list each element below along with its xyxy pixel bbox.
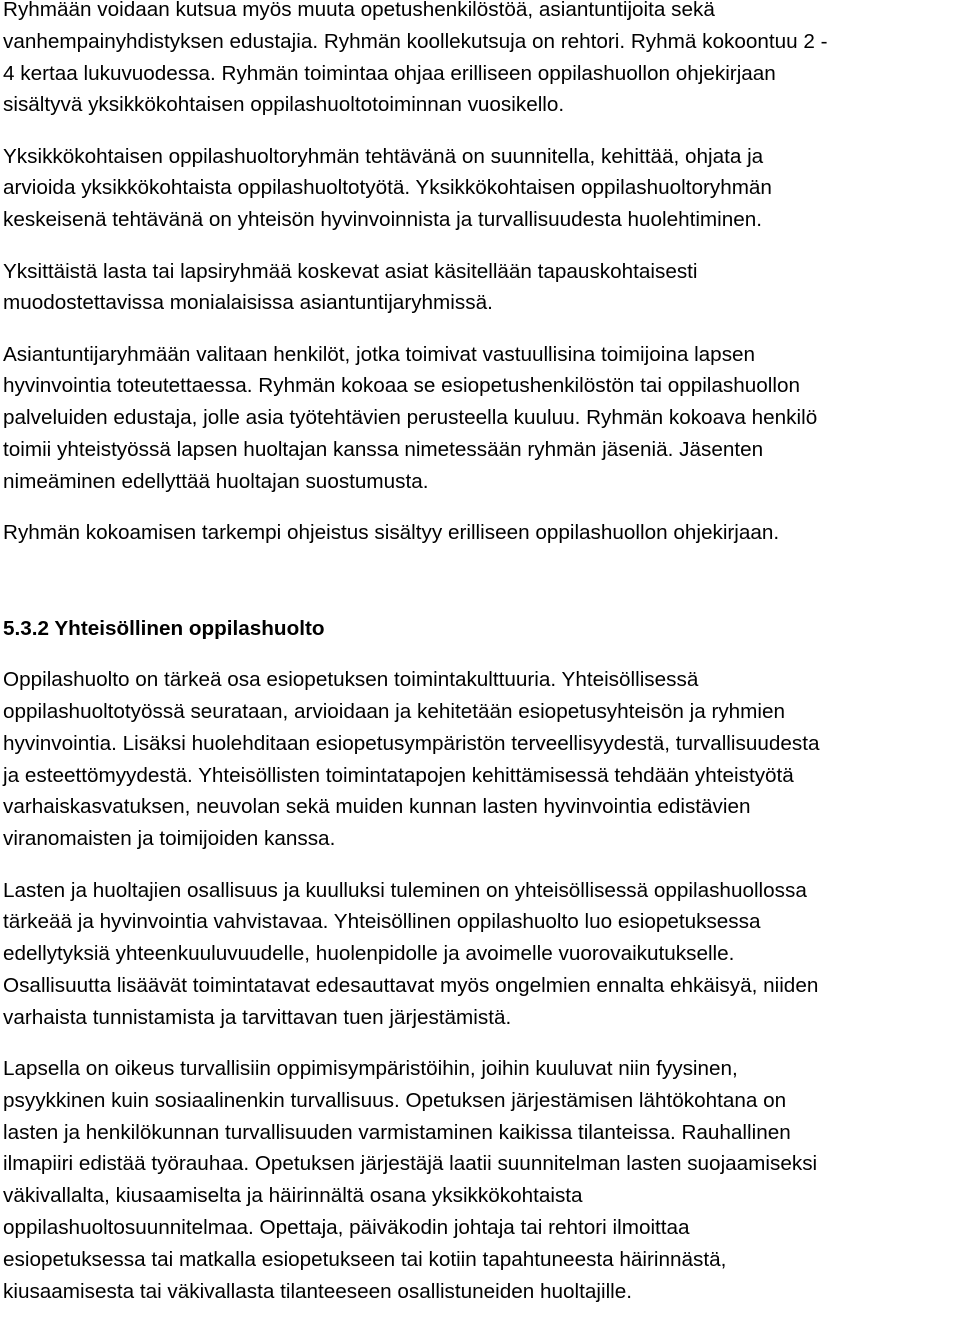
paragraph bbox=[3, 664, 953, 855]
text-line: oppilashuoltotyössä seurataan, arvioidaan ja kehitetään esiopetusyhteisön ja ryhmien bbox=[3, 700, 786, 724]
text-line: vanhempainyhdistyksen edustajia. Ryhmän koollekutsuja on rehtori. Ryhmä kokoontuu 2 - bbox=[3, 29, 828, 53]
text-line: Ryhmän kokoamisen tarkempi ohjeistus sisältyy erilliseen oppilashuollon ohjekirjaan. bbox=[3, 521, 780, 545]
text-line: viranomaisten ja toimijoiden kanssa. bbox=[3, 827, 336, 851]
text-line: edellytyksiä yhteenkuuluvuudelle, huolenpidolle ja avoimelle vuorovaikutukselle. bbox=[3, 942, 735, 966]
text-line: hyvinvointia toteutettaessa. Ryhmän kokoaa se esiopetushenkilöstön tai oppilashuollon bbox=[3, 374, 800, 398]
text-line: hyvinvointia. Lisäksi huolehditaan esiopetusympäristön terveellisyydestä, turvallisuudesta bbox=[3, 731, 820, 755]
text-line: Yksittäistä lasta tai lapsiryhmää koskevat asiat käsitellään tapauskohtaisesti bbox=[3, 259, 698, 283]
text-line: esiopetuksessa tai matkalla esiopetukseen tai kotiin tapahtuneesta häirinnästä, bbox=[3, 1247, 727, 1271]
paragraph bbox=[3, 0, 953, 121]
paragraph bbox=[3, 517, 953, 549]
text-line: tärkeää ja hyvinvointia vahvistavaa. Yhteisöllinen oppilashuolto luo esiopetuksessa bbox=[3, 910, 761, 934]
text-line: Lasten ja huoltajien osallisuus ja kuulluksi tuleminen on yhteisöllisessä oppilashuollossa bbox=[3, 878, 807, 902]
paragraph bbox=[3, 1053, 953, 1307]
text-line: palveluiden edustaja, jolle asia työtehtävien perusteella kuuluu. Ryhmän kokoava henkilö bbox=[3, 406, 818, 430]
text-line: ilmapiiri edistää työrauhaa. Opetuksen järjestäjä laatii suunnitelman lasten suojaamiseksi bbox=[3, 1152, 818, 1176]
heading-text: 5.3.2 Yhteisöllinen oppilashuolto bbox=[3, 616, 325, 640]
text-line: ja esteettömyydestä. Yhteisöllisten toimintatapojen kehittämisessä tehdään yhteistyötä bbox=[3, 763, 794, 787]
text-line: Ryhmään voidaan kutsua myös muuta opetushenkilöstöä, asiantuntijoita sekä bbox=[3, 0, 715, 21]
text-line: väkivallalta, kiusaamiselta ja häirinnältä osana yksikkökohtaista bbox=[3, 1184, 583, 1208]
text-line: kiusaamisesta tai väkivallasta tilanteeseen osallistuneiden huoltajille. bbox=[3, 1279, 633, 1303]
text-line: keskeisenä tehtävänä on yhteisön hyvinvoinnista ja turvallisuudesta huolehtiminen. bbox=[3, 208, 763, 232]
text-line: toimii yhteistyössä lapsen huoltajan kanssa nimetessään ryhmän jäseniä. Jäsenten bbox=[3, 438, 764, 462]
text-line: muodostettavissa monialaisissa asiantuntijaryhmissä. bbox=[3, 291, 493, 315]
text-line: psyykkinen kuin sosiaalinenkin turvallisuus. Opetuksen järjestämisen lähtökohtana on bbox=[3, 1088, 787, 1112]
paragraph bbox=[3, 875, 953, 1034]
paragraph bbox=[3, 339, 953, 498]
text-line: arvioida yksikkökohtaista oppilashuoltotyötä. Yksikkökohtaisen oppilashuoltoryhmän bbox=[3, 176, 772, 200]
text-line: lasten ja henkilökunnan turvallisuuden varmistaminen kaikissa tilanteissa. Rauhallinen bbox=[3, 1120, 791, 1144]
text-line: sisältyvä yksikkökohtaisen oppilashuoltotoiminnan vuosikello. bbox=[3, 93, 565, 117]
paragraph bbox=[3, 256, 953, 320]
text-line: 4 kertaa lukuvuodessa. Ryhmän toimintaa ohjaa erilliseen oppilashuollon ohjekirjaan bbox=[3, 61, 776, 85]
paragraph bbox=[3, 141, 953, 236]
text-line: Lapsella on oikeus turvallisiin oppimisympäristöihin, joihin kuuluvat niin fyysinen, bbox=[3, 1057, 738, 1081]
text-line: varhaista tunnistamista ja tarvittavan tuen järjestämistä. bbox=[3, 1005, 512, 1029]
section-heading bbox=[3, 613, 953, 645]
document-page bbox=[3, 0, 953, 1307]
text-line: Asiantuntijaryhmään valitaan henkilöt, jotka toimivat vastuullisina toimijoina lapsen bbox=[3, 342, 756, 366]
text-line: oppilashuoltosuunnitelmaa. Opettaja, päiväkodin johtaja tai rehtori ilmoittaa bbox=[3, 1216, 690, 1239]
text-line: varhaiskasvatuksen, neuvolan sekä muiden kunnan lasten hyvinvointia edistävien bbox=[3, 795, 751, 819]
text-line: Osallisuutta lisäävät toimintatavat edesauttavat myös ongelmien ennalta ehkäisyä, niiden bbox=[3, 973, 819, 997]
text-line: nimeäminen edellyttää huoltajan suostumusta. bbox=[3, 469, 429, 493]
text-line: Yksikkökohtaisen oppilashuoltoryhmän tehtävänä on suunnitella, kehittää, ohjata ja bbox=[3, 144, 764, 168]
text-line: Oppilashuolto on tärkeä osa esiopetuksen toimintakulttuuria. Yhteisöllisessä bbox=[3, 668, 699, 692]
